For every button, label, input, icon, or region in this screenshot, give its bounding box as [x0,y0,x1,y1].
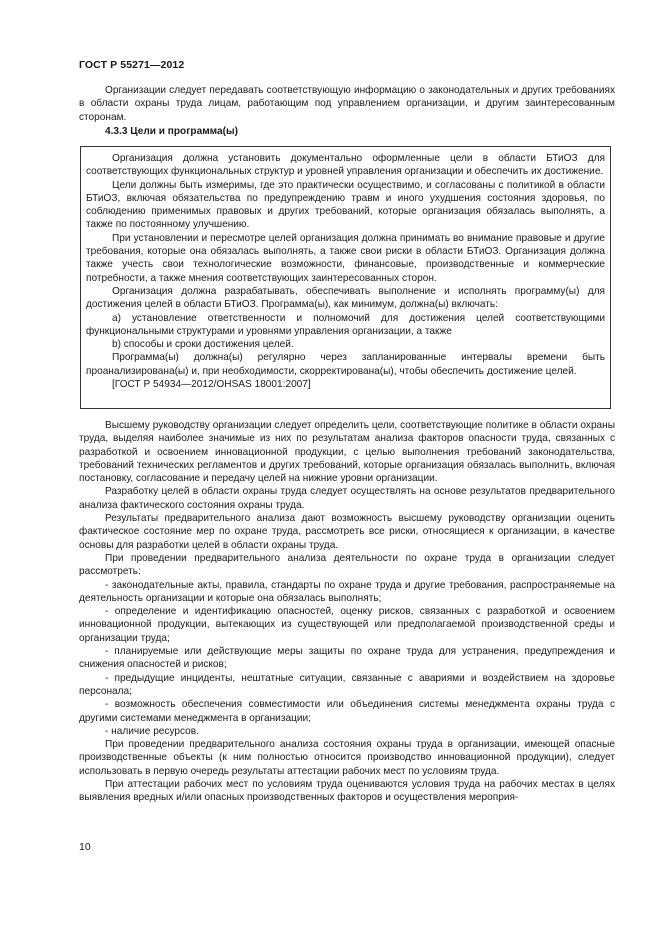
box-paragraph-2: Цели должны быть измеримы, где это практически осуществимо, и согласованы с политикой в области БТиОЗ, включая обязательства по предупреждению травм и иного ухудшения состояния здоровья, по соблюдению применимых правовых и других требований, которые организация обязалась выполнять, а также по постоянному улучшению. [86,179,605,231]
body-paragraph-1: Высшему руководству организации следует определить цели, соответствующие политике в области охраны труда, выделяя наиболее значимые из них по результатам анализа факторов опасности труда, связанных с разработкой и освоением инновационной продукции, с целью выполнения требований законодательства, требований технических регламентов и других требований, которые организация обязалась выполнить, включая постановку, согласование и передачу целей на нижние уровни организации. [79,420,615,485]
list-item: - законодательные акты, правила, стандарты по охране труда и другие требования, распространяемые на деятельность организации и которые она обязалась выполнять; [79,579,615,604]
main-body [79,419,615,805]
section-title: 4.3.3 Цели и программа(ы) [105,126,238,137]
list-item: - планируемые или действующие меры защиты по охране труда для устранения, предупреждения и снижения опасностей и рисков; [79,646,615,671]
quoted-standard-box [80,146,611,409]
body-paragraph-4: При проведении предварительного анализа деятельности по охране труда в организации следует рассмотреть: [79,552,615,578]
body-paragraph-5: При проведении предварительного анализа состояния охраны труда в организации, имеющей опасные производственные объекты (к ним полностью относится производство инновационной продукции), следует использовать в первую очередь результаты аттестации рабочих мест по условиям труда. [79,739,615,777]
box-reference: [ГОСТ Р 54934—2012/OHSAS 18001:2007] [112,379,311,391]
intro-section [79,84,615,124]
box-item-b: b) способы и сроки достижения целей. [112,339,294,351]
list-item: - определение и идентификацию опасностей, оценку рисков, связанных с разработкой и освоением инновационной продукции, вытекающих из существующей или предполагаемой производственной среды и организации труда; [79,606,615,644]
body-paragraph-2: Разработку целей в области охраны труда следует осуществлять на основе результатов предварительного анализа фактического состояния охраны труда. [79,486,615,511]
body-paragraph-6: При аттестации рабочих мест по условиям труда оцениваются условия труда на рабочих местах в целях выявления вредных и/или опасных производственных факторов и осуществления мероприя- [79,779,615,804]
box-paragraph-3: При установлении и пересмотре целей организация должна принимать во внимание правовые и другие требования, которые она обязалась выполнять, а также свои риски в области БТиОЗ. Организация должна также учесть свои технологические возможности, финансовые, производственные и коммерческие потребности, а также мнения соответствующих заинтересованных сторон. [86,232,605,284]
document-header: ГОСТ Р 55271—2012 [79,59,185,71]
box-paragraph-1: Организация должна установить документально оформленные цели в области БТиОЗ для соответствующих функциональных структур и уровней управления организации и обеспечить их достижение. [86,153,605,178]
box-paragraph-7: Программа(ы) должна(ы) регулярно через запланированные интервалы времени быть проанализирована(ы) и, при необходимости, скорректирована(ы), чтобы обеспечить достижение целей. [86,352,605,377]
page-number: 10 [79,841,91,853]
body-paragraph-3: Результаты предварительного анализа дают возможность высшему руководству организации оценить фактическое состояние мер по охране труда, рассмотреть все риски, относящиеся к организации, в качестве основы для разработки целей в области охраны труда. [79,513,615,551]
list-item: - возможность обеспечения совместимости или объединения системы менеджмента охраны труда с другими системами менеджмента в организации; [79,699,615,724]
box-item-a: а) установление ответственности и полномочий для достижения целей соответствующими функциональными структурами и уровнями управления организации, а также [86,312,605,337]
intro-paragraph: Организации следует передавать соответствующую информацию о законодательных и других требованиях в области охраны труда лицам, работающим под управлением организации, и другим заинтересованным сторонам. [79,85,615,123]
box-paragraph-4: Организация должна разрабатывать, обеспечивать выполнение и исполнять программу(ы) для достижения целей в области БТиОЗ. Программа(ы), как минимум, должна(ы) включать: [86,285,605,311]
list-item: - наличие ресурсов. [105,725,199,737]
list-item: - предыдущие инциденты, нештатные ситуации, связанные с авариями и воздействием на здоровье персонала; [79,672,615,697]
